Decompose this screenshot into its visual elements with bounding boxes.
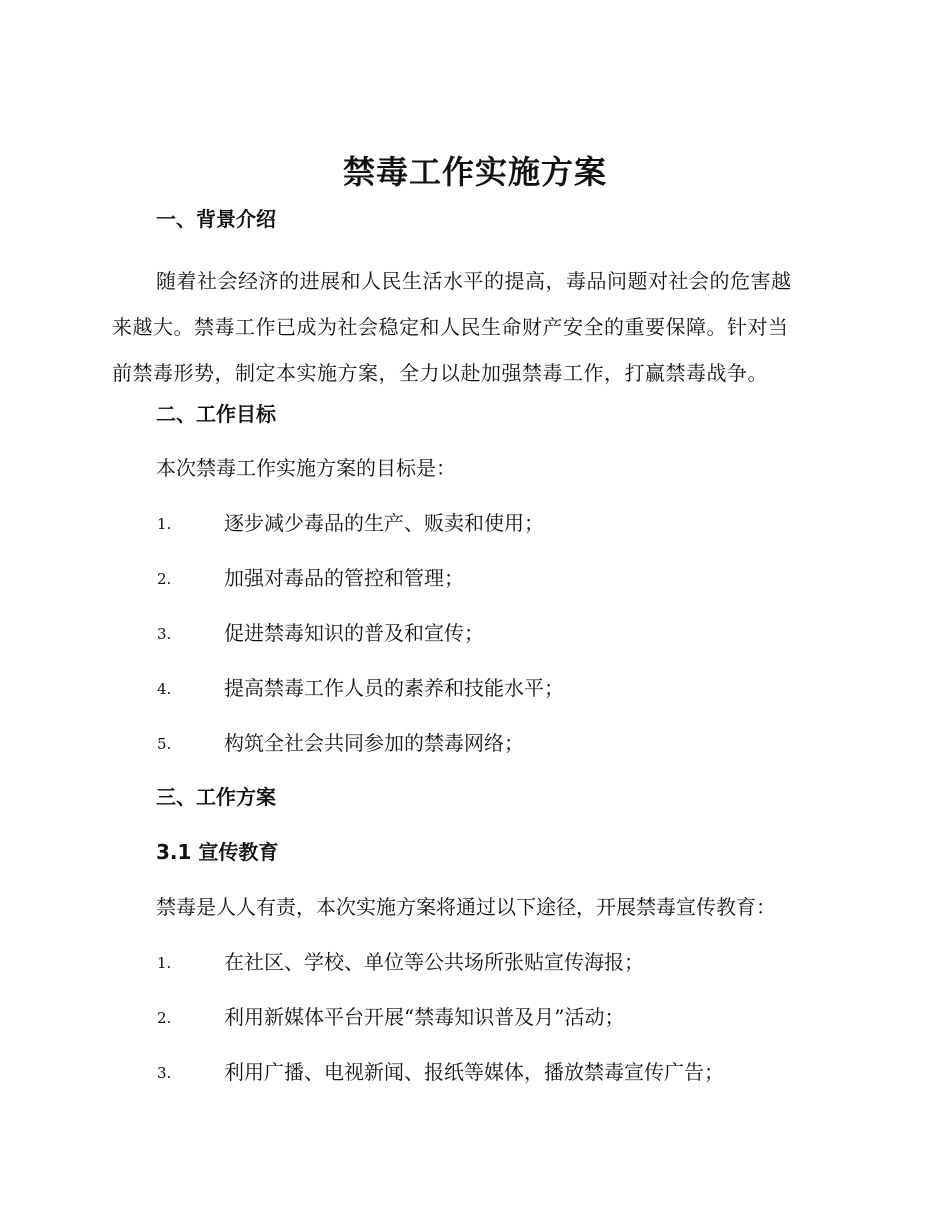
list-item: 提高禁毒工作人员的素养和技能水平； (224, 676, 564, 700)
list-item: 利用新媒体平台开展“禁毒知识普及月”活动； (224, 1005, 625, 1029)
list-number: 2. (157, 570, 172, 588)
list-number: 1. (157, 954, 172, 972)
list-item: 促进禁毒知识的普及和宣传； (224, 621, 484, 645)
background-paragraph (112, 258, 842, 396)
list-number: 3. (157, 1064, 172, 1082)
section-heading-goals: 二、工作目标 (156, 402, 276, 426)
subsection-heading: 3.1 宣传教育 (156, 840, 279, 864)
section-heading-background: 一、背景介绍 (156, 207, 276, 231)
list-number: 3. (157, 625, 172, 643)
paragraph-line: 来越大。禁毒工作已成为社会稳定和人民生命财产安全的重要保障。针对当 (112, 315, 789, 339)
paragraph-line: 随着社会经济的进展和人民生活水平的提高，毒品问题对社会的危害越 (156, 269, 792, 293)
list-number: 1. (157, 515, 172, 533)
list-item: 逐步减少毒品的生产、贩卖和使用； (224, 511, 544, 535)
list-item: 加强对毒品的管控和管理； (224, 566, 464, 590)
section-heading-plan: 三、工作方案 (156, 785, 276, 809)
list-item: 构筑全社会共同参加的禁毒网络； (224, 731, 524, 755)
list-number: 2. (157, 1009, 172, 1027)
list-number: 5. (157, 735, 172, 753)
goals-intro: 本次禁毒工作实施方案的目标是： (156, 456, 456, 480)
list-number: 4. (157, 680, 172, 698)
document-title: 禁毒工作实施方案 (342, 153, 607, 191)
list-item: 在社区、学校、单位等公共场所张贴宣传海报； (224, 950, 644, 974)
plan-intro: 禁毒是人人有责，本次实施方案将通过以下途径，开展禁毒宣传教育： (156, 895, 776, 919)
list-item: 利用广播、电视新闻、报纸等媒体，播放禁毒宣传广告； (224, 1060, 724, 1084)
paragraph-line: 前禁毒形势，制定本实施方案，全力以赴加强禁毒工作，打赢禁毒战争。 (112, 361, 768, 385)
